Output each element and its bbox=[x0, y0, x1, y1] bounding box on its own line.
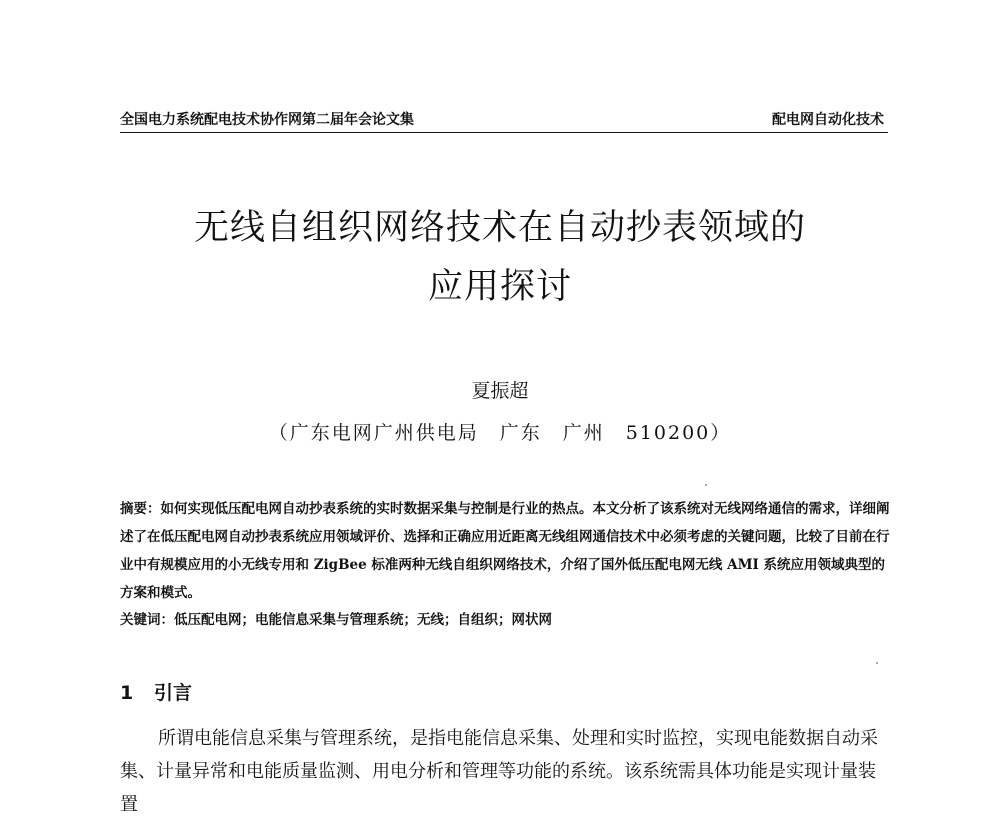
section-number: 1 bbox=[120, 682, 134, 704]
author-name: 夏振超 bbox=[471, 380, 529, 402]
header-topic: 配电网自动化技术 bbox=[772, 112, 884, 128]
running-header bbox=[120, 108, 888, 133]
paper-title-line-2: 应用探讨 bbox=[427, 267, 572, 307]
keywords-text: 低压配电网；电能信息采集与管理系统；无线；自组织；网状网 bbox=[174, 612, 552, 628]
abstract-label: 摘要： bbox=[120, 501, 161, 517]
abstract bbox=[120, 495, 890, 607]
section-heading-1 bbox=[120, 678, 192, 705]
author-affiliation: （广东电网广州供电局 广东 广州 510200） bbox=[268, 422, 732, 444]
section-title: 引言 bbox=[154, 682, 193, 704]
paper-title-line-1: 无线自组织网络技术在自动抄表领域的 bbox=[193, 208, 806, 248]
header-proceedings-title: 全国电力系统配电技术协作网第二届年会论文集 bbox=[120, 112, 414, 128]
keywords bbox=[120, 608, 890, 632]
body-paragraph: 所谓电能信息采集与管理系统，是指电能信息采集、处理和实时监控，实现电能数据自动采集、计量异常和电能质量监测、用电分析和管理等功能的系统。该系统需具体功能是实现计量装置 bbox=[120, 728, 878, 815]
abstract-text: 如何实现低压配电网自动抄表系统的实时数据采集与控制是行业的热点。本文分析了该系统对无线网络通信的需求，详细阐述了在低压配电网自动抄表系统应用领域评价、选择和正确应用近距离无线组网通信技术中必须考虑的关键问题，比较了目前在行业中有规模应用的小无线专用和 ZigBee 标准两种无线自组织网络技术，介绍了国外低压配电网无线 AMI 系统应用领域典型的方案和模式。 bbox=[120, 501, 890, 601]
scan-speck bbox=[876, 662, 878, 664]
scan-speck bbox=[705, 484, 707, 486]
keywords-label: 关键词： bbox=[120, 612, 174, 628]
